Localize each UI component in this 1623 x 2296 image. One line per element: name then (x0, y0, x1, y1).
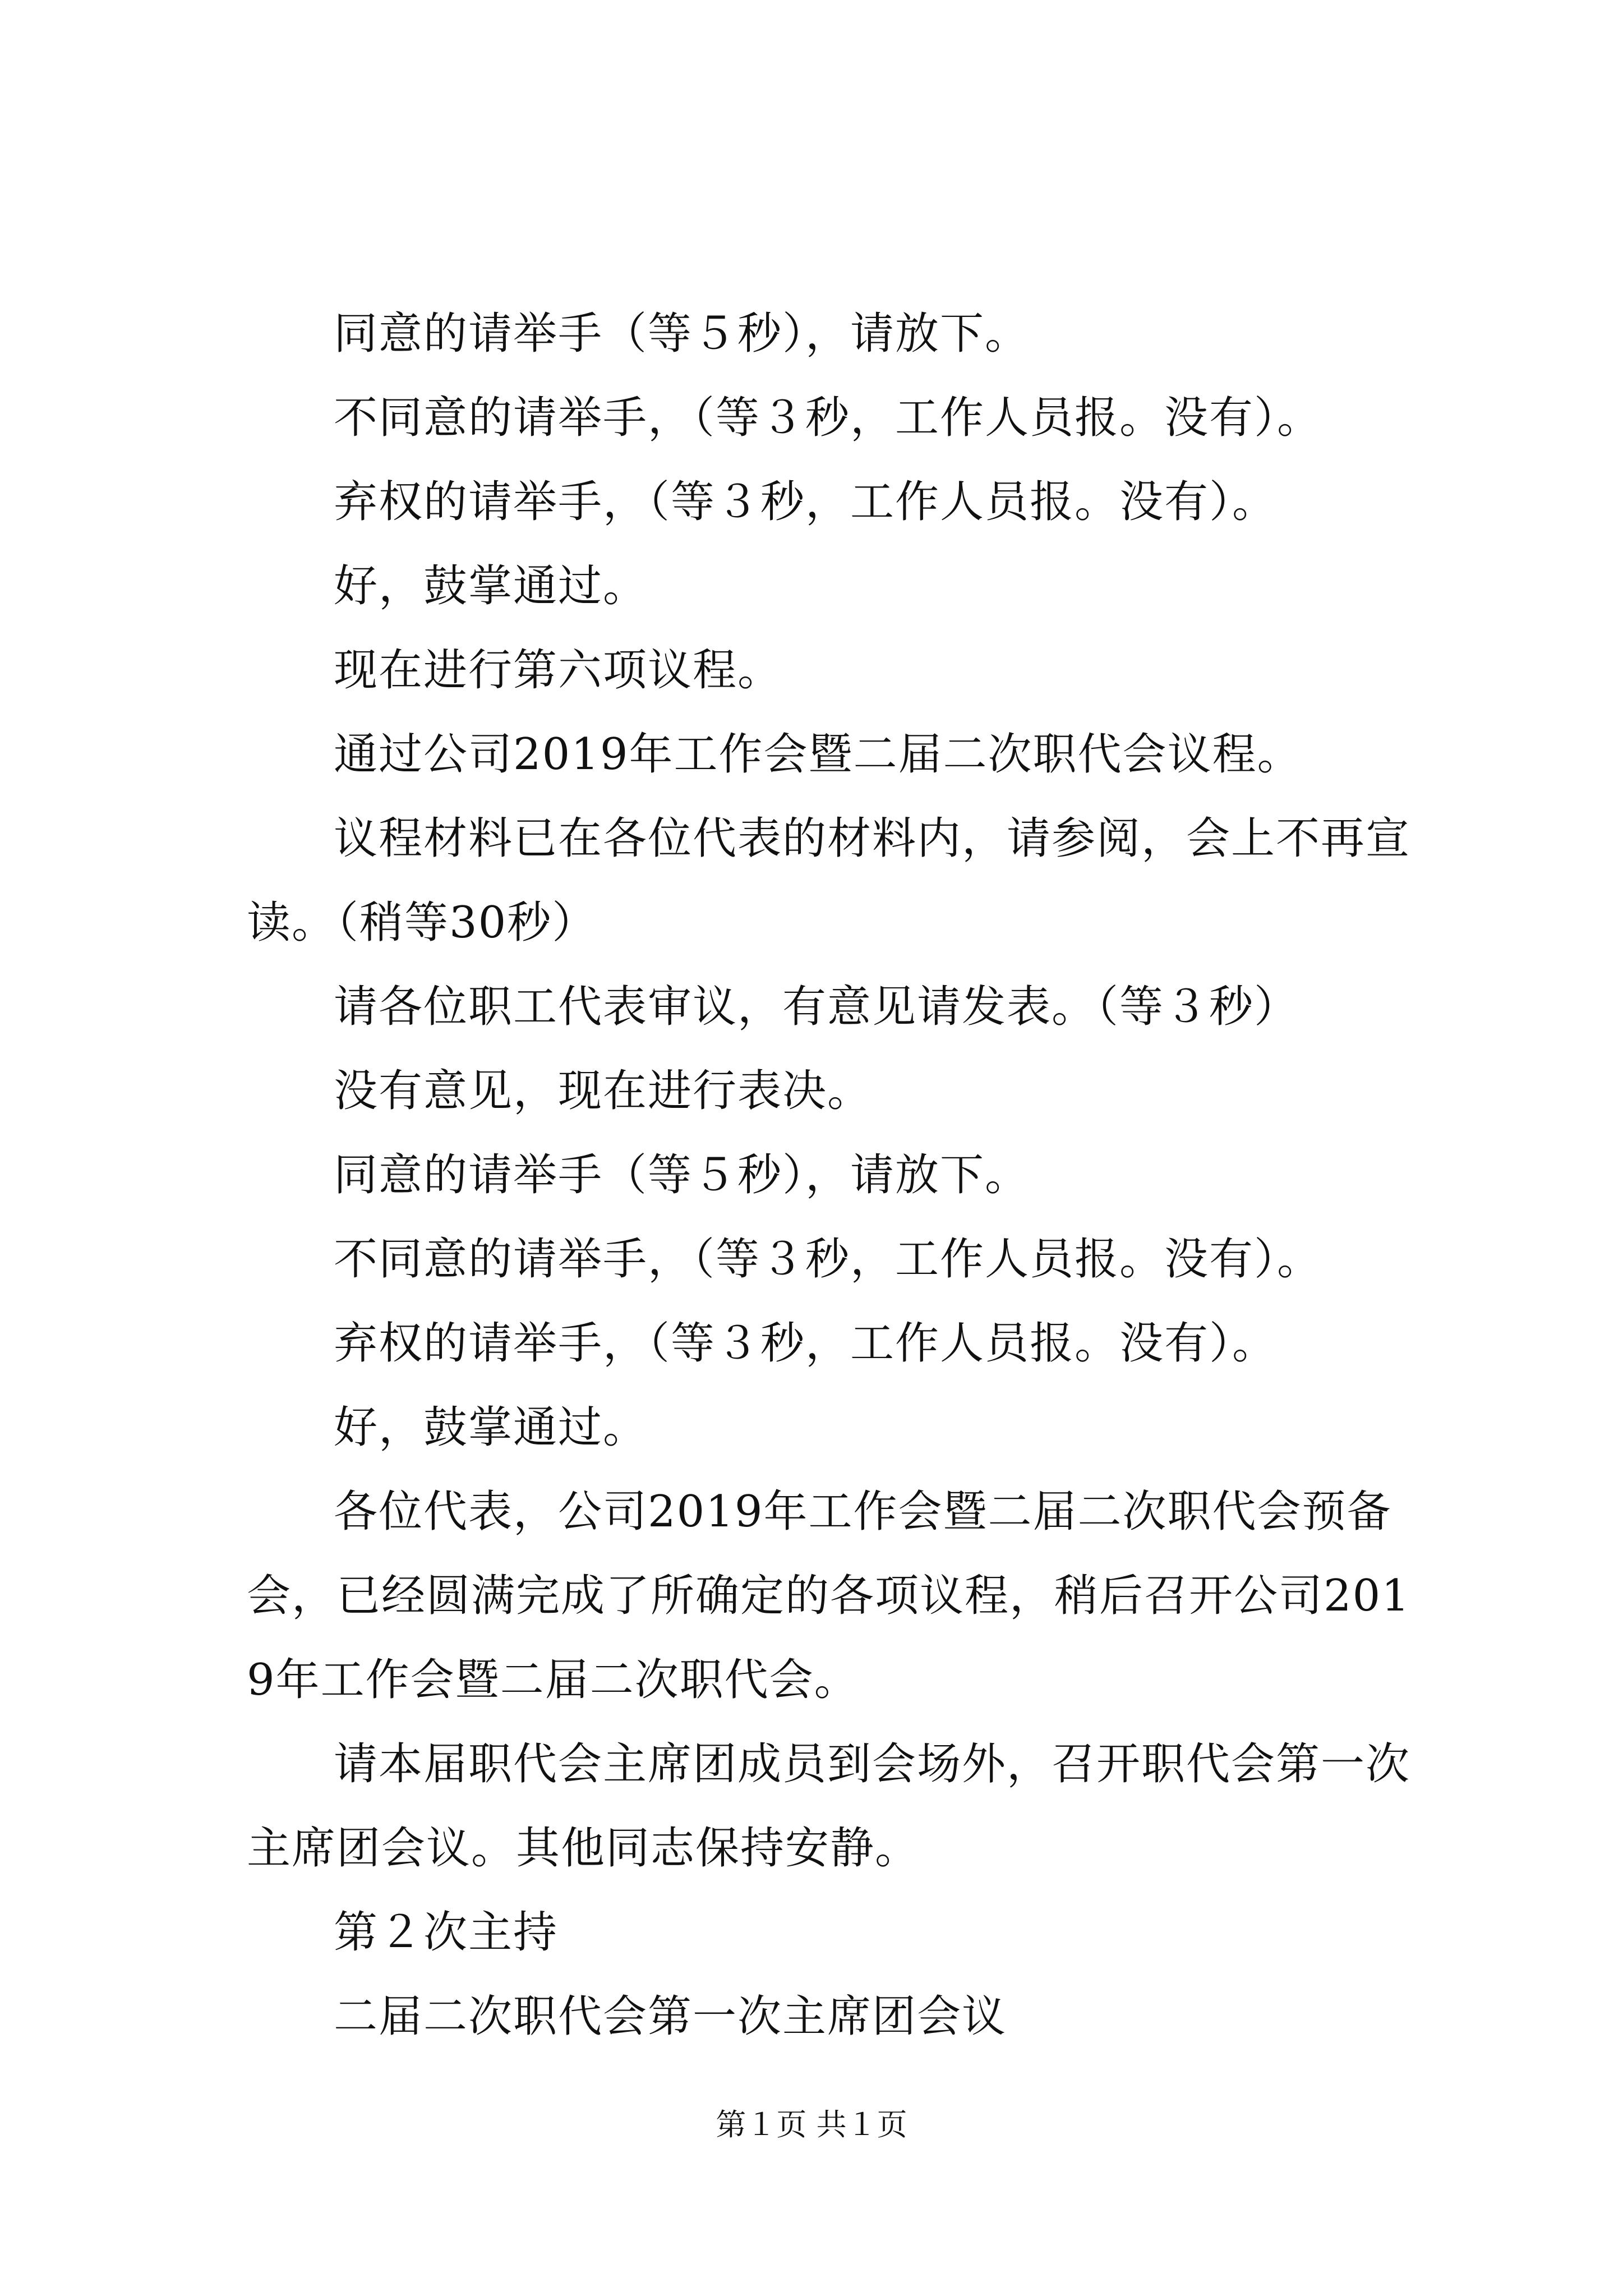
paragraph: 不同意的请举手，（等３秒，工作人员报。没有）。 (334, 1234, 1322, 1285)
page-footer (0, 2102, 1623, 2147)
paragraph: 现在进行第六项议程。 (334, 645, 783, 696)
paragraph: 通过公司2019年工作会暨二届二次职代会议程。 (334, 729, 1302, 780)
paragraph: 请各位职工代表审议，有意见请发表。（等３秒） (334, 982, 1299, 1032)
paragraph: 同意的请举手（等５秒），请放下。 (334, 1150, 1030, 1200)
paragraph: 好，鼓掌通过。 (334, 561, 648, 611)
paragraph: 弃权的请举手，（等３秒，工作人员报。没有）。 (334, 477, 1278, 527)
page-number-label: 第１页 共１页 (716, 2107, 907, 2142)
paragraph: 同意的请举手（等５秒），请放下。 (334, 309, 1030, 359)
paragraph: 请本届职代会主席团成员到会场外，召开职代会第一次主席团会议。其他同志保持安静。 (247, 1739, 1411, 1874)
paragraph: 好，鼓掌通过。 (334, 1402, 648, 1453)
paragraph: 第２次主持 (334, 1907, 559, 1958)
paragraph: 没有意见，现在进行表决。 (334, 1066, 873, 1116)
document-body (247, 292, 1424, 2059)
paragraph: 不同意的请举手，（等３秒，工作人员报。没有）。 (334, 393, 1322, 443)
paragraph: 弃权的请举手，（等３秒，工作人员报。没有）。 (334, 1318, 1278, 1369)
paragraph: 二届二次职代会第一次主席团会议 (334, 1991, 1007, 2042)
paragraph: 各位代表，公司2019年工作会暨二届二次职代会预备会，已经圆满完成了所确定的各项议程，稍后召开公司2019年工作会暨二届二次职代会。 (247, 1487, 1410, 1705)
paragraph: 议程材料已在各位代表的材料内，请参阅，会上不再宣读。（稍等30秒） (247, 813, 1411, 948)
